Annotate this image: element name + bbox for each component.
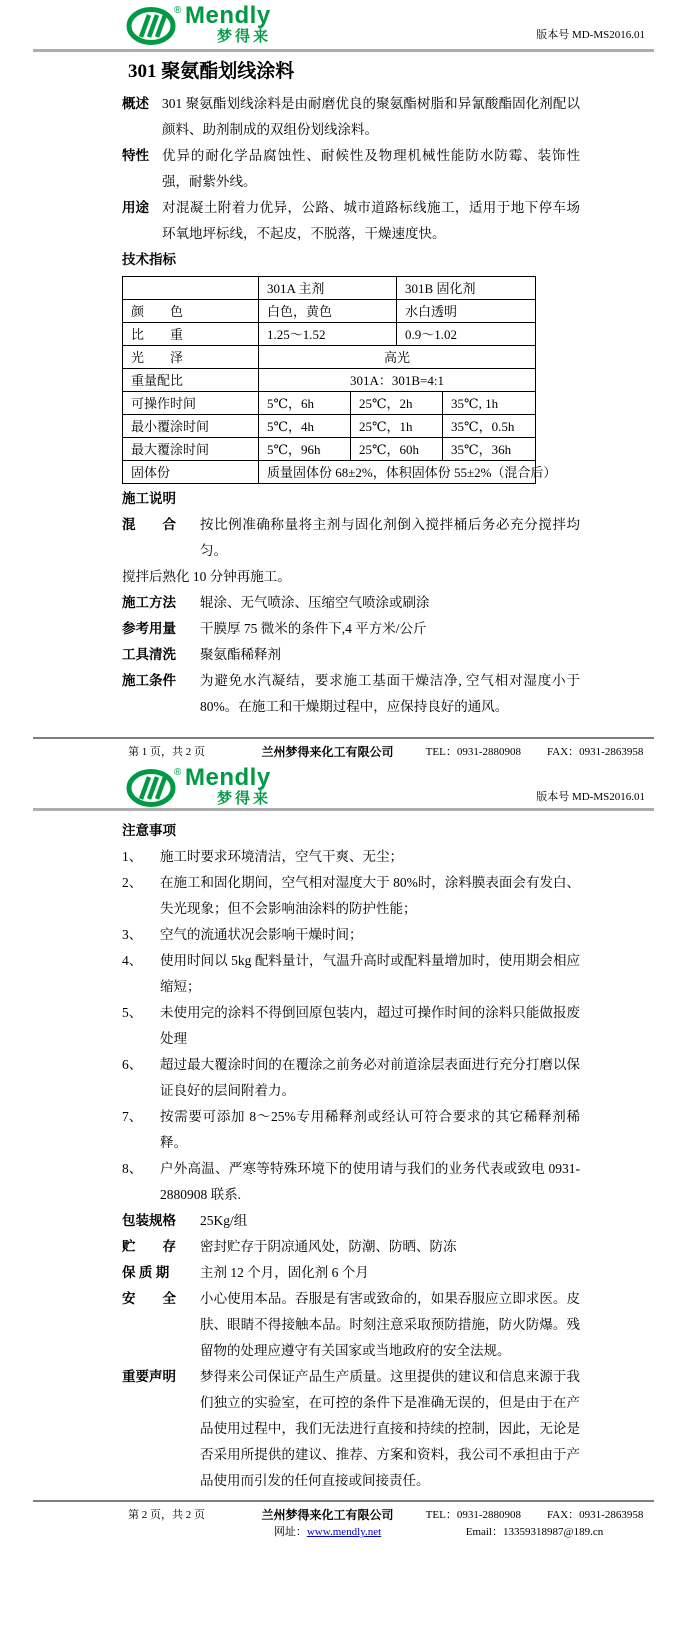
brand-name-chinese: 梦得来 [217,28,272,45]
svg-text:®: ® [174,767,182,778]
min-recoat-5c: 5℃，4h [259,415,351,438]
safety-section [122,1286,580,1364]
min-recoat-25c: 25℃，1h [351,415,443,438]
note-item-7 [122,1104,580,1156]
tech-specs-table [122,276,557,484]
note-number: 3、 [122,927,143,942]
note-text: 户外高温、严寒等特殊环境下的使用请与我们的业务代表或致电 0931-2880908 联系. [160,1161,580,1202]
statement-label: 重要声明 [122,1369,176,1384]
note-number: 8、 [122,1161,143,1176]
tel-number: TEL：0931-2880908 [425,1509,521,1521]
note-item-2 [122,870,580,922]
gravity-301b: 0.9～1.02 [397,323,536,346]
mixing-section [122,512,580,564]
packing-section [122,1208,580,1234]
table-row [123,300,536,323]
cleaning-section [122,642,580,668]
website-label: 网址： [273,1526,307,1538]
usage-text: 对混凝土附着力优异，公路、城市道路标线施工，适用于地下停车场环氧地坪标线，不起皮，不脱落，干燥速度快。 [162,200,580,241]
min-recoat-35c: 35℃，0.5h [443,415,536,438]
company-name: 兰州梦得来化工有限公司 [261,1508,394,1522]
brand-name-chinese: 梦得来 [217,790,272,807]
footer-contact-block [415,1507,654,1541]
packing-text: 25Kg/组 [200,1213,248,1228]
company-name: 兰州梦得来化工有限公司 [261,745,394,759]
header-divider [33,808,654,811]
note-text: 在施工和固化期间，空气相对湿度大于 80%时，涂料膜表面会有发白、失光现象；但不会影响油涂料的防护性能； [160,875,580,916]
note-item-8 [122,1156,580,1208]
potlife-35c: 35℃, 1h [443,392,536,415]
storage-text: 密封贮存于阴凉通风处，防潮、防晒、防冻 [200,1239,457,1254]
mixing-text: 按比例准确称量将主剂与固化剂倒入搅拌桶后务必充分搅拌均匀。 [200,517,580,558]
page2-footer [33,1500,654,1541]
table-row [123,438,536,461]
table-row [123,392,536,415]
max-recoat-35c: 35℃，36h [443,438,536,461]
mixing-text-continued: 搅拌后熟化 10 分钟再施工。 [122,569,291,584]
gravity-301a: 1.25～1.52 [259,323,397,346]
shelf-life-text: 主剂 12 个月，固化剂 6 个月 [200,1265,369,1280]
fax-number: FAX：0931-2863958 [546,1509,644,1521]
statement-section [122,1364,580,1494]
note-text: 施工时要求环境清洁，空气干爽、无尘； [160,849,403,864]
method-label: 施工方法 [122,595,176,610]
tech-specs-heading: 技术指标 [122,252,176,267]
table-row [123,323,536,346]
note-number: 4、 [122,953,143,968]
email-line: Email：13359318987@189.cn [465,1526,604,1538]
mendly-ellipse-logo-icon [126,4,182,46]
features-label: 特性 [122,148,149,163]
row-label-potlife: 可操作时间 [123,392,259,415]
note-text: 使用时间以 5kg 配料量计，气温升高时或配料量增加时，使用期会相应缩短； [160,953,580,994]
table-row [123,346,536,369]
note-number: 1、 [122,849,143,864]
notes-heading: 注意事项 [122,823,176,838]
col-header-301a: 301A 主剂 [259,277,397,300]
row-label-color: 颜 色 [123,300,259,323]
method-text: 辊涂、无气喷涂、压缩空气喷涂或刷涂 [200,595,430,610]
website-line [240,1524,415,1541]
color-301b: 水白透明 [397,300,536,323]
tel-number: TEL：0931-2880908 [425,746,521,758]
table-row [123,369,536,392]
note-text: 按需要可添加 8～25%专用稀释剂或经认可符合要求的其它稀释剂稀释。 [160,1109,580,1150]
safety-label: 安 全 [122,1291,176,1306]
table-row [123,277,536,300]
statement-text: 梦得来公司保证产品生产质量。这里提供的建议和信息来源于我们独立的实验室，在可控的条件下是准确无误的，但是由于在产品使用过程中，我们无法进行直接和持续的控制，因此，无论是否采用所提供的建议、推荐、方案和资料，我公司不承担由于产品使用而引发的任何直接或间接责任。 [200,1369,580,1488]
note-item-1 [122,844,580,870]
max-recoat-5c: 5℃，96h [259,438,351,461]
mendly-ellipse-logo-icon [126,766,182,808]
dosage-section [122,616,580,642]
col-header-301b: 301B 固化剂 [397,277,536,300]
row-label-gloss: 光 泽 [123,346,259,369]
note-number: 7、 [122,1109,143,1124]
dosage-label: 参考用量 [122,621,176,636]
note-item-3 [122,922,580,948]
page2-content [122,818,580,1494]
usage-label: 用途 [122,200,149,215]
note-number: 2、 [122,875,143,890]
overview-label: 概述 [122,96,149,111]
brand-logo [126,766,271,808]
page-2 [0,762,687,1638]
safety-text: 小心使用本品。吞服是有害或致命的，如果吞服应立即求医。皮肤、眼睛不得接触本品。时刻注意采取预防措施，防火防爆。残留物的处理应遵守有关国家或当地政府的安全法规。 [200,1291,580,1358]
note-item-6 [122,1052,580,1104]
tel-fax-line [415,1507,654,1524]
features-text: 优异的耐化学品腐蚀性、耐候性及物理机械性能防水防霉、装饰性强，耐紫外线。 [162,148,580,189]
overview-section [122,91,580,143]
shelf-life-label: 保 质 期 [122,1265,170,1280]
brand-text [185,766,271,807]
page-1 [0,0,687,762]
storage-section [122,1234,580,1260]
row-label-max-recoat: 最大覆涂时间 [123,438,259,461]
page-title: 301 聚氨酯划线涂料 [128,61,295,82]
page1-content [122,56,580,720]
max-recoat-25c: 25℃，60h [351,438,443,461]
gloss-value: 高光 [259,346,536,369]
row-label-solids: 固体份 [123,461,259,484]
tel-fax-line [415,744,654,761]
version-label: 版本号 MD-MS2016.01 [536,29,645,41]
potlife-5c: 5℃，6h [259,392,351,415]
row-label-gravity: 比 重 [123,323,259,346]
brand-text [185,4,271,45]
features-section [122,143,580,195]
method-section [122,590,580,616]
table-row [123,461,536,484]
dosage-text: 干膜厚 75 微米的条件下,4 平方米/公斤 [200,621,427,636]
brand-logo [126,4,271,46]
potlife-25c: 25℃，2h [351,392,443,415]
cleaning-text: 聚氨酯稀释剂 [200,647,281,662]
storage-label: 贮 存 [122,1239,176,1254]
note-number: 6、 [122,1057,143,1072]
version-label: 版本号 MD-MS2016.01 [536,791,645,803]
mixing-label: 混 合 [122,517,176,532]
website-link[interactable]: www.mendly.net [306,1526,382,1538]
ratio-value: 301A：301B=4:1 [259,369,536,392]
note-number: 5、 [122,1005,143,1020]
fax-number: FAX：0931-2863958 [546,746,644,758]
note-item-5 [122,1000,580,1052]
cleaning-label: 工具清洗 [122,647,176,662]
brand-name: Mendly [185,764,271,791]
note-text: 未使用完的涂料不得倒回原包装内，超过可操作时间的涂料只能做报废处理 [160,1005,580,1046]
note-item-4 [122,948,580,1000]
brand-name: Mendly [185,2,271,29]
conditions-label: 施工条件 [122,673,176,688]
row-label-min-recoat: 最小覆涂时间 [123,415,259,438]
note-text: 空气的流通状况会影响干燥时间； [160,927,363,942]
note-text: 超过最大覆涂时间的在覆涂之前务必对前道涂层表面进行充分打磨以保证良好的层间附着力。 [160,1057,580,1098]
solids-value: 质量固体份 68±2%，体积固体份 55±2%（混合后） [259,461,536,484]
overview-text: 301 聚氨酯划线涂料是由耐磨优良的聚氨酯树脂和异氰酸酯固化剂配以颜料、助剂制成的双组份划线涂料。 [162,96,580,137]
shelf-life-section [122,1260,580,1286]
table-row [123,415,536,438]
page-number: 第 1 页，共 2 页 [128,746,205,758]
conditions-section [122,668,580,720]
page-number: 第 2 页，共 2 页 [128,1509,205,1521]
packing-label: 包装规格 [122,1213,176,1228]
header-divider [33,49,654,52]
svg-text:®: ® [174,5,182,16]
usage-section [122,195,580,247]
conditions-text: 为避免水汽凝结，要求施工基面干燥洁净, 空气相对湿度小于 80%。在施工和干燥期过程中，应保持良好的通风。 [200,673,580,714]
row-label-ratio: 重量配比 [123,369,259,392]
color-301a: 白色，黄色 [259,300,397,323]
footer-company-block [240,1507,415,1541]
construction-heading: 施工说明 [122,491,176,506]
